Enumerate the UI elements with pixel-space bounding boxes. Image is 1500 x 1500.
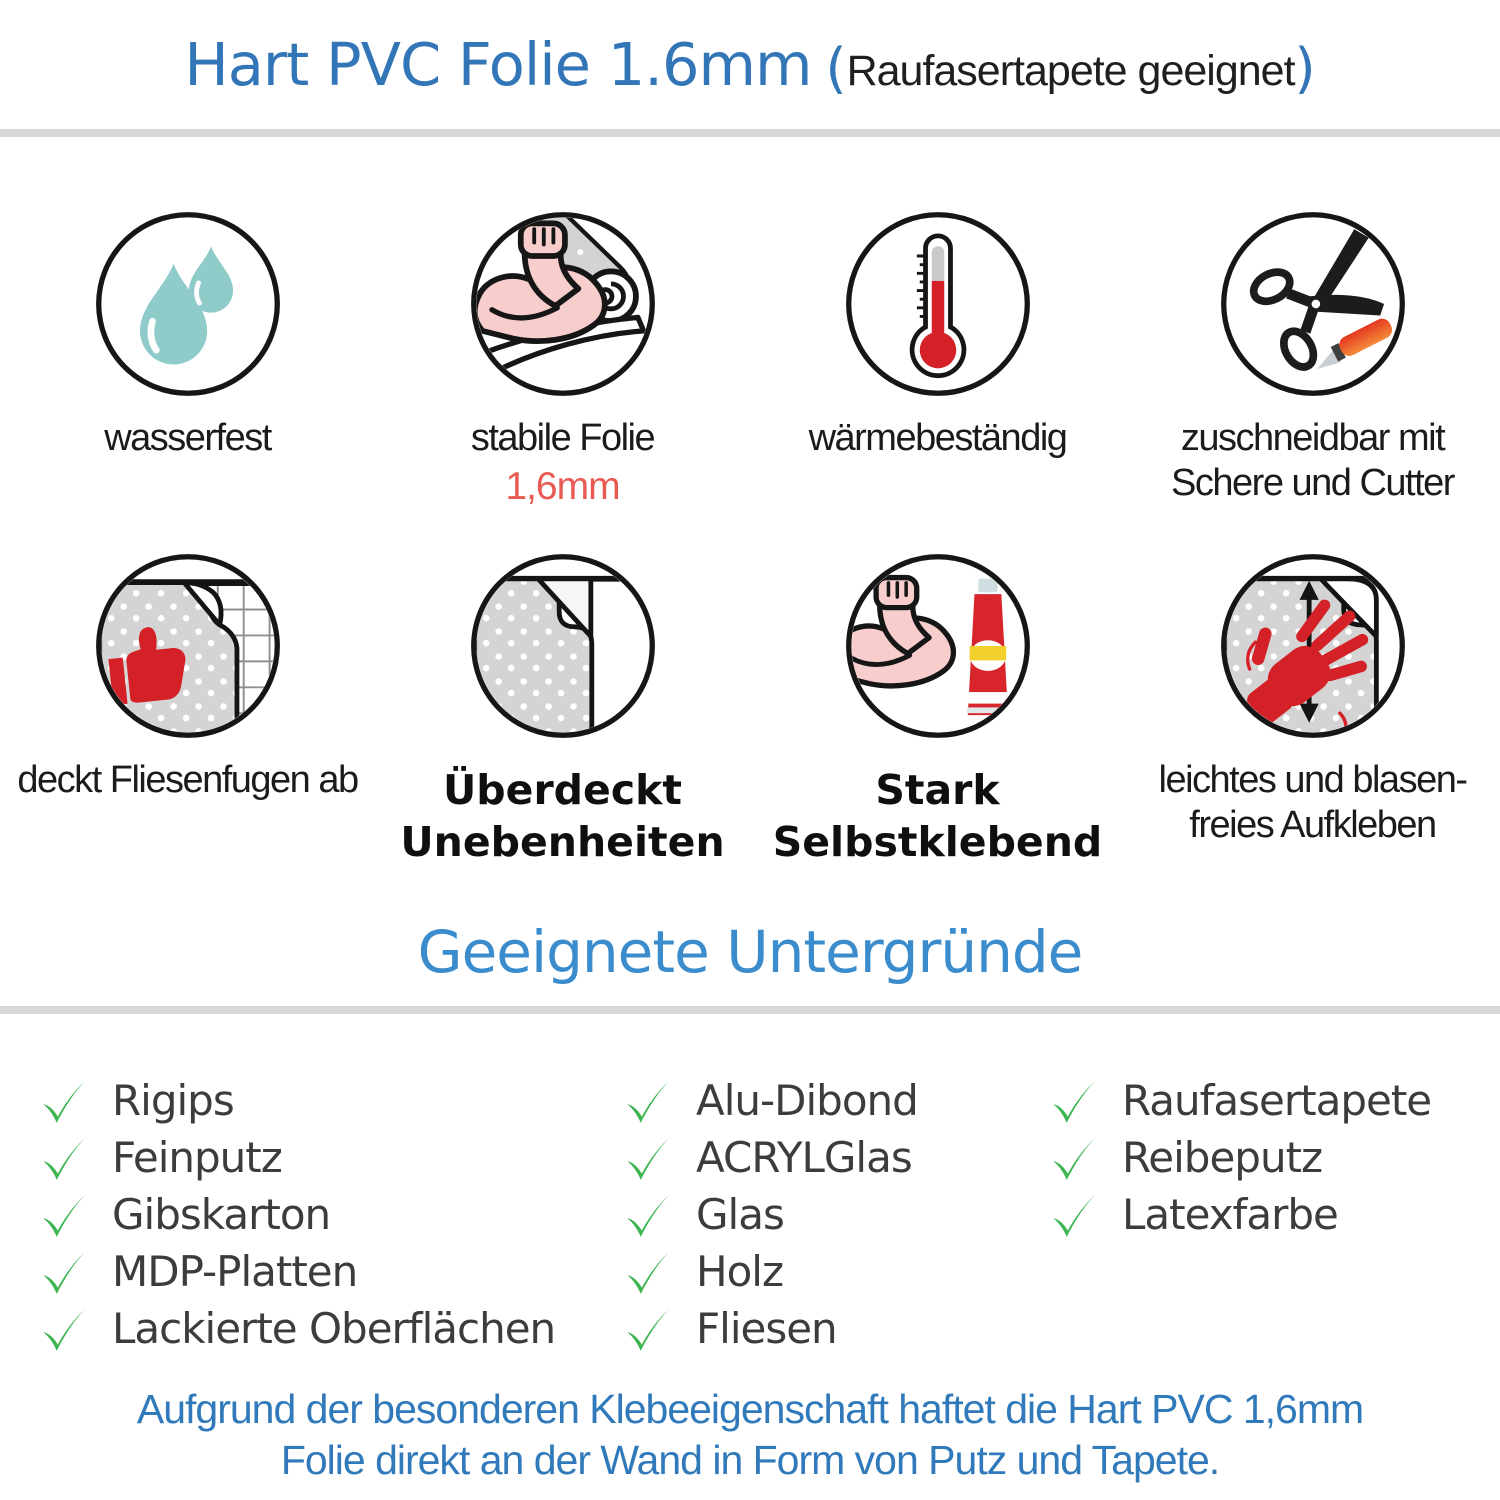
checkmark-icon [1048,1191,1096,1239]
list-item: Feinputz [38,1129,555,1186]
list-item: Raufasertapete [1048,1072,1431,1129]
checkmark-icon [622,1134,670,1182]
list-item: MDP-Platten [38,1243,555,1300]
list-item: Glas [622,1186,918,1243]
list-item: Holz [622,1243,918,1300]
divider [0,1006,1500,1014]
feature-heat-resistant [750,150,1125,509]
list-item: Fliesen [622,1300,918,1357]
feature-label: Stark Selbstklebend [772,766,1103,866]
feature-covers-tile-joints [0,548,375,868]
feature-label: Überdeckt Unebenheiten [400,766,725,866]
list-item: Reibeputz [1048,1129,1431,1186]
checkmark-icon [622,1305,670,1353]
title-paren-close: ) [1294,37,1316,100]
checkmark-icon [38,1191,86,1239]
list-item: Gibskarton [38,1186,555,1243]
checkmark-icon [622,1077,670,1125]
feature-label: zuschneidbar mit Schere und Cutter [1171,417,1454,504]
feature-label: stabile Folie [470,417,655,459]
checkmark-icon [38,1077,86,1125]
list-item: Latexfarbe [1048,1186,1431,1243]
scissors-cutter-icon [1217,208,1409,400]
checkmark-icon [38,1305,86,1353]
list-item: Alu-Dibond [622,1072,918,1129]
tile-joint-cover-icon [92,550,284,742]
list-item: ACRYLGlas [622,1129,918,1186]
feature-label: wasserfest [104,417,271,459]
checkmark-icon [1048,1134,1096,1182]
feature-label: deckt Fliesenfugen ab [17,759,358,801]
checkmark-icon [38,1134,86,1182]
strong-foil-icon [467,208,659,400]
section-heading-substrates: Geeignete Untergründe [417,918,1083,986]
feature-self-adhesive [750,548,1125,868]
footer-line-1: Aufgrund der besonderen Klebeeigenschaft haftet die Hart PVC 1,6mm [136,1386,1364,1432]
substrate-column-3 [1048,1072,1431,1243]
water-drops-icon [92,208,284,400]
substrate-column-2 [622,1072,918,1357]
checkmark-icon [1048,1077,1096,1125]
feature-label: leichtes und blasen- freies Aufkleben [1158,759,1467,846]
footer-note [0,1384,1500,1486]
feature-stable-foil [375,150,750,509]
checkmark-icon [38,1248,86,1296]
list-item: Lackierte Oberflächen [38,1300,555,1357]
feature-sublabel-thickness: 1,6mm [505,465,620,508]
bubble-free-icon [1217,550,1409,742]
feature-covers-unevenness [375,548,750,868]
feature-bubble-free [1125,548,1500,868]
strong-adhesive-icon [842,550,1034,742]
thermometer-icon [842,208,1034,400]
covers-unevenness-icon [467,550,659,742]
checkmark-icon [622,1191,670,1239]
feature-cuttable [1125,150,1500,509]
page-title [0,30,1500,100]
list-item: Rigips [38,1072,555,1129]
title-paren-text: Raufasertapete geeignet [846,47,1295,95]
feature-waterproof [0,150,375,509]
feature-label: wärmebeständig [808,417,1067,459]
footer-line-2: Folie direkt an der Wand in Form von Putz und Tapete. [280,1437,1220,1483]
feature-row-2 [0,548,1500,868]
divider [0,129,1500,137]
feature-row-1 [0,150,1500,509]
title-main: Hart PVC Folie 1.6mm [184,30,812,99]
checkmark-icon [622,1248,670,1296]
title-paren-open: ( [825,37,847,100]
substrate-column-1 [38,1072,555,1357]
